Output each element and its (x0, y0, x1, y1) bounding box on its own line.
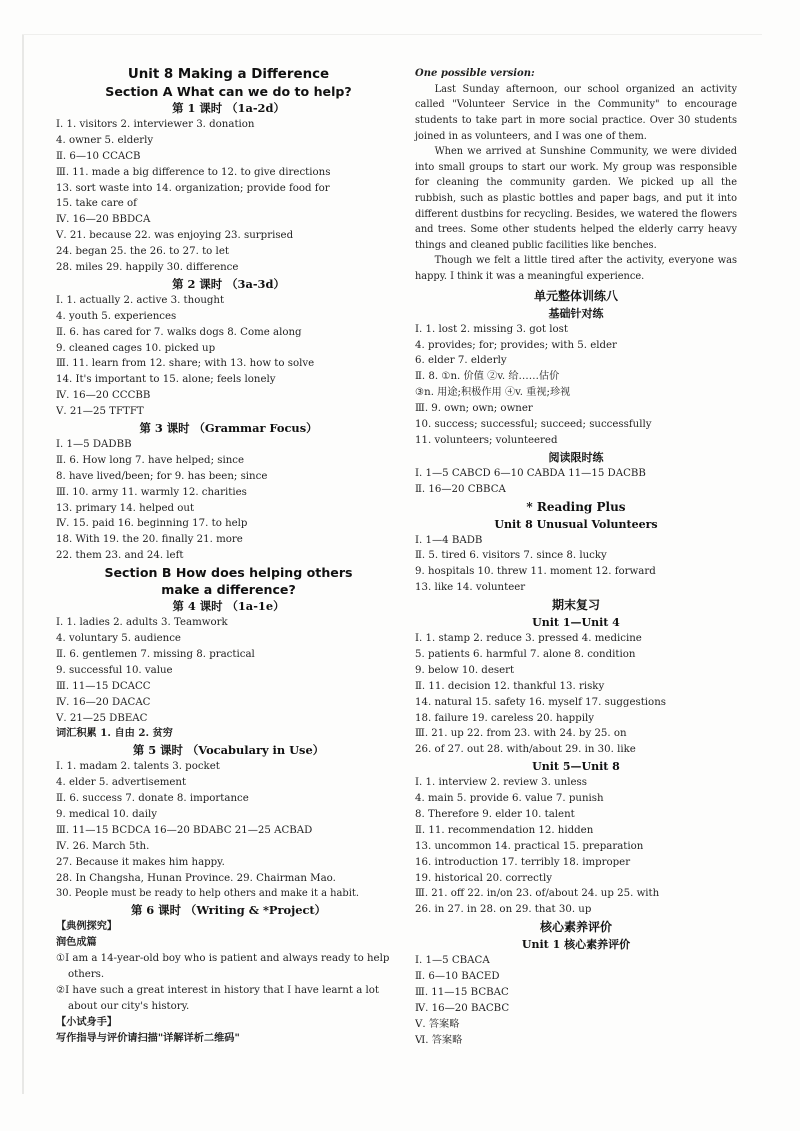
answer-line: 13. primary 14. helped out (56, 502, 195, 514)
answer-line: 5. patients 6. harmful 7. alone 8. condition (415, 648, 636, 660)
answer-line: Ⅱ. 6—10 CCACB (56, 150, 141, 162)
lesson-6-heading: 第 6 课时 （Writing & *Project） (130, 903, 327, 918)
section-a-title: Section A What can we do to help? (105, 84, 352, 99)
answer-line: Ⅳ. 16—20 BBDCA (56, 214, 151, 226)
answer-line: 8. Therefore 9. elder 10. talent (415, 808, 575, 820)
model-essay (415, 82, 737, 285)
unit-title: Unit 8 Making a Difference (127, 67, 330, 82)
answer-line: Ⅲ. 21. up 22. from 23. with 24. by 25. on (415, 728, 627, 740)
basic-practice-answers (415, 322, 737, 449)
answer-line: Ⅳ. 15. paid 16. beginning 17. to help (56, 518, 248, 530)
reading-plus-subheading: Unit 8 Unusual Volunteers (494, 517, 658, 531)
reading-plus-answers (415, 533, 737, 597)
essay-paragraph: When we arrived at Sunshine Community, we were divided into small groups to start our work. My group was responsible for cleaning the community garden. We picked up all the rubbish, such as plastic bottles and paper bags, and put it into different dustbins for recycling. Besides, we watered the flowers and trees. Some other students helped the elderly carry heavy things and cleaned public facilities like benches. (415, 146, 737, 251)
answer-line: Ⅲ. 11—15 DCACC (56, 680, 151, 692)
timed-reading-answers (415, 466, 737, 498)
lesson-2-heading: 第 2 课时 （3a-3d） (172, 276, 285, 291)
practice-tag: 【小试身手】 (56, 1015, 118, 1028)
units-1-4-answers (415, 631, 737, 758)
answer-line: Ⅲ. 11. learn from 12. share; with 13. how to solve (56, 358, 315, 370)
answer-line: Ⅳ. 16—20 CCCBB (56, 390, 151, 402)
answer-line: Ⅰ. 1. ladies 2. adults 3. Teamwork (56, 617, 228, 629)
answer-line: Ⅰ. 1. interview 2. review 3. unless (415, 777, 587, 789)
answer-line: 28. In Changsha, Hunan Province. 29. Chairman Mao. (56, 872, 336, 884)
answer-line: Ⅰ. 1. actually 2. active 3. thought (56, 294, 225, 306)
essay-label: One possible version: (415, 68, 535, 79)
essay-paragraph: Though we felt a little tired after the activity, everyone was happy. I think it was a meaningful experience. (415, 255, 737, 283)
lesson-4-answers (56, 615, 401, 726)
answer-line: 24. began 25. the 26. to 27. to let (56, 246, 229, 258)
answer-line: Ⅱ. 6. has cared for 7. walks dogs 8. Come along (56, 326, 302, 338)
answer-line: 26. of 27. out 28. with/about 29. in 30. like (415, 744, 636, 756)
section-b-title: Section B How does helping others (104, 565, 353, 581)
answer-line: 4. owner 5. elderly (56, 134, 154, 146)
answer-line: Ⅰ. 1. stamp 2. reduce 3. pressed 4. medicine (415, 633, 642, 645)
answer-line: 30. People must be ready to help others and make it a habit. (56, 888, 359, 900)
unit-1-core-heading: Unit 1 核心素养评价 (521, 938, 631, 952)
answer-line: 10. success; successful; succeed; successfully (415, 418, 652, 430)
answer-line: Ⅱ. 16—20 CBBCA (415, 483, 506, 495)
answer-line: others. (68, 968, 105, 980)
answer-line: Ⅵ. 答案略 (415, 1034, 463, 1046)
answer-line: 9. successful 10. value (56, 664, 173, 676)
answer-line: Ⅳ. 26. March 5th. (56, 840, 150, 852)
answer-line: 4. voluntary 5. audience (56, 633, 181, 645)
units-5-8-heading: Unit 5—Unit 8 (532, 760, 620, 774)
answer-line: Ⅳ. 16—20 DACAC (56, 696, 151, 708)
answer-line: 8. have lived/been; for 9. has been; since (56, 470, 268, 482)
answer-line: Ⅱ. 6. How long 7. have helped; since (56, 454, 245, 466)
answer-line: 13. uncommon 14. practical 15. preparation (415, 840, 644, 852)
answer-line: Ⅱ. 8. ①n. 价值 ②v. 给……估价 (415, 371, 560, 383)
unit-review-heading: 单元整体训练八 (533, 288, 618, 303)
answer-line: Ⅱ. 6. gentlemen 7. missing 8. practical (56, 648, 255, 660)
answer-line: about our city's history. (68, 1000, 190, 1012)
lesson-2-answers (56, 293, 401, 420)
answer-line: 11. volunteers; volunteered (415, 434, 558, 446)
answer-line: Ⅰ. 1—5 CABCD 6—10 CABDA 11—15 DACBB (415, 467, 646, 479)
section-b-title-cont: make a difference? (161, 582, 296, 598)
units-5-8-answers (415, 775, 737, 918)
example-tag: 【典例探究】 (56, 920, 118, 933)
answer-line: Ⅱ. 5. tired 6. visitors 7. since 8. lucky (415, 550, 607, 562)
answer-line: 18. With 19. the 20. finally 21. more (56, 534, 243, 546)
answer-line: Ⅰ. 1—4 BADB (415, 534, 483, 546)
answer-line: 27. Because it makes him happy. (56, 856, 225, 868)
answer-line: 14. natural 15. safety 16. myself 17. suggestions (415, 696, 666, 708)
answer-line: Ⅰ. 1—5 DADBB (56, 439, 132, 451)
answer-line: Ⅴ. 21. because 22. was enjoying 23. surprised (56, 230, 294, 242)
answer-line: 9. below 10. desert (415, 664, 515, 676)
scan-edge-top (22, 34, 762, 35)
answer-line: 9. cleaned cages 10. picked up (56, 342, 216, 354)
answer-line: 6. elder 7. elderly (415, 355, 507, 367)
basic-practice-heading: 基础针对练 (548, 306, 604, 320)
answer-line: Ⅰ. 1—5 CBACA (415, 955, 490, 967)
answer-line: 9. medical 10. daily (56, 808, 158, 820)
answer-line: 9. hospitals 10. threw 11. moment 12. forward (415, 566, 656, 578)
answer-line: 28. miles 29. happily 30. difference (56, 262, 239, 274)
answer-line: 13. sort waste into 14. organization; provide food for (56, 182, 330, 194)
answer-line: Ⅴ. 21—25 DBEAC (56, 712, 148, 724)
answer-line: Ⅰ. 1. lost 2. missing 3. got lost (415, 323, 568, 335)
answer-line: 16. introduction 17. terribly 18. improper (415, 856, 631, 868)
scan-edge-left (22, 34, 24, 1094)
timed-reading-heading: 阅读限时练 (548, 450, 604, 464)
answer-line: 18. failure 19. careless 20. happily (415, 712, 594, 724)
answer-line: Ⅲ. 11—15 BCBAC (415, 987, 509, 998)
answer-line: Ⅰ. 1. visitors 2. interviewer 3. donation (56, 119, 255, 130)
answer-line: Ⅲ. 11—15 BCDCA 16—20 BDABC 21—25 ACBAD (56, 824, 313, 836)
answer-line: Ⅲ. 10. army 11. warmly 12. charities (56, 486, 247, 498)
answer-line: Ⅴ. 答案略 (415, 1018, 460, 1030)
lesson-1-heading: 第 1 课时 （1a-2d） (172, 101, 285, 115)
lesson-6-answers (56, 919, 401, 1046)
answer-line: 14. It's important to 15. alone; feels lonely (56, 374, 276, 386)
writing-guide-note: 写作指导与评价请扫描"详解详析二维码" (56, 1031, 240, 1044)
answer-line: 19. historical 20. correctly (415, 872, 552, 884)
answer-line: 22. them 23. and 24. left (56, 550, 184, 562)
answer-line: 4. youth 5. experiences (56, 310, 177, 322)
answer-line: Ⅲ. 11. made a big difference to 12. to give directions (56, 166, 331, 178)
final-review-heading: 期末复习 (551, 598, 600, 613)
left-column (56, 66, 401, 1046)
core-literacy-answers (415, 953, 737, 1048)
core-literacy-heading: 核心素养评价 (539, 920, 612, 935)
answer-line: Ⅱ. 6—10 BACED (415, 971, 500, 983)
lesson-4-heading: 第 4 课时 （1a-1e） (172, 599, 285, 614)
answer-line: ①I am a 14-year-old boy who is patient and always ready to help (56, 953, 390, 965)
polish-tag: 润色成篇 (56, 936, 97, 949)
answer-line: Ⅱ. 11. recommendation 12. hidden (415, 824, 594, 836)
answer-line: ②I have such a great interest in history that I have learnt a lot (56, 984, 379, 996)
answer-line: Ⅴ. 21—25 TFTFT (56, 406, 144, 418)
essay-paragraph: Last Sunday afternoon, our school organized an activity called "Volunteer Service in the Community" to encourage students to take part in more social practice. Over 30 students joined in as volunteers, and I was one of them. (415, 83, 737, 142)
answer-line: 15. take care of (56, 198, 137, 210)
answer-line: Ⅲ. 21. off 22. in/on 23. of/about 24. up 25. with (415, 888, 660, 900)
answer-line: Ⅱ. 6. success 7. donate 8. importance (56, 793, 249, 805)
units-1-4-heading: Unit 1—Unit 4 (532, 616, 620, 630)
lesson-5-answers (56, 759, 401, 902)
right-column (415, 66, 737, 1049)
answer-line: Ⅰ. 1. madam 2. talents 3. pocket (56, 761, 220, 773)
vocabulary-accumulation: 词汇积累 1. 自由 2. 贫穷 (56, 727, 173, 740)
reading-plus-heading: * Reading Plus (526, 499, 626, 514)
answer-line: 26. in 27. in 28. on 29. that 30. up (415, 904, 592, 916)
lesson-3-heading: 第 3 课时 （Grammar Focus） (139, 421, 318, 436)
answer-line: 4. elder 5. advertisement (56, 777, 187, 789)
lesson-5-heading: 第 5 课时 （Vocabulary in Use） (132, 743, 325, 758)
answer-line: ③n. 用途;积极作用 ④v. 重视;珍视 (415, 387, 571, 399)
answer-line: 4. provides; for; provides; with 5. elder (415, 339, 617, 351)
answer-line: Ⅲ. 9. own; own; owner (415, 403, 533, 415)
answer-line: Ⅳ. 16—20 BACBC (415, 1002, 510, 1014)
answer-line: Ⅱ. 11. decision 12. thankful 13. risky (415, 680, 605, 692)
answer-line: 4. main 5. provide 6. value 7. punish (415, 793, 604, 805)
lesson-3-answers (56, 437, 401, 564)
answer-line: 13. like 14. volunteer (415, 582, 526, 594)
lesson-1-answers (56, 117, 401, 276)
